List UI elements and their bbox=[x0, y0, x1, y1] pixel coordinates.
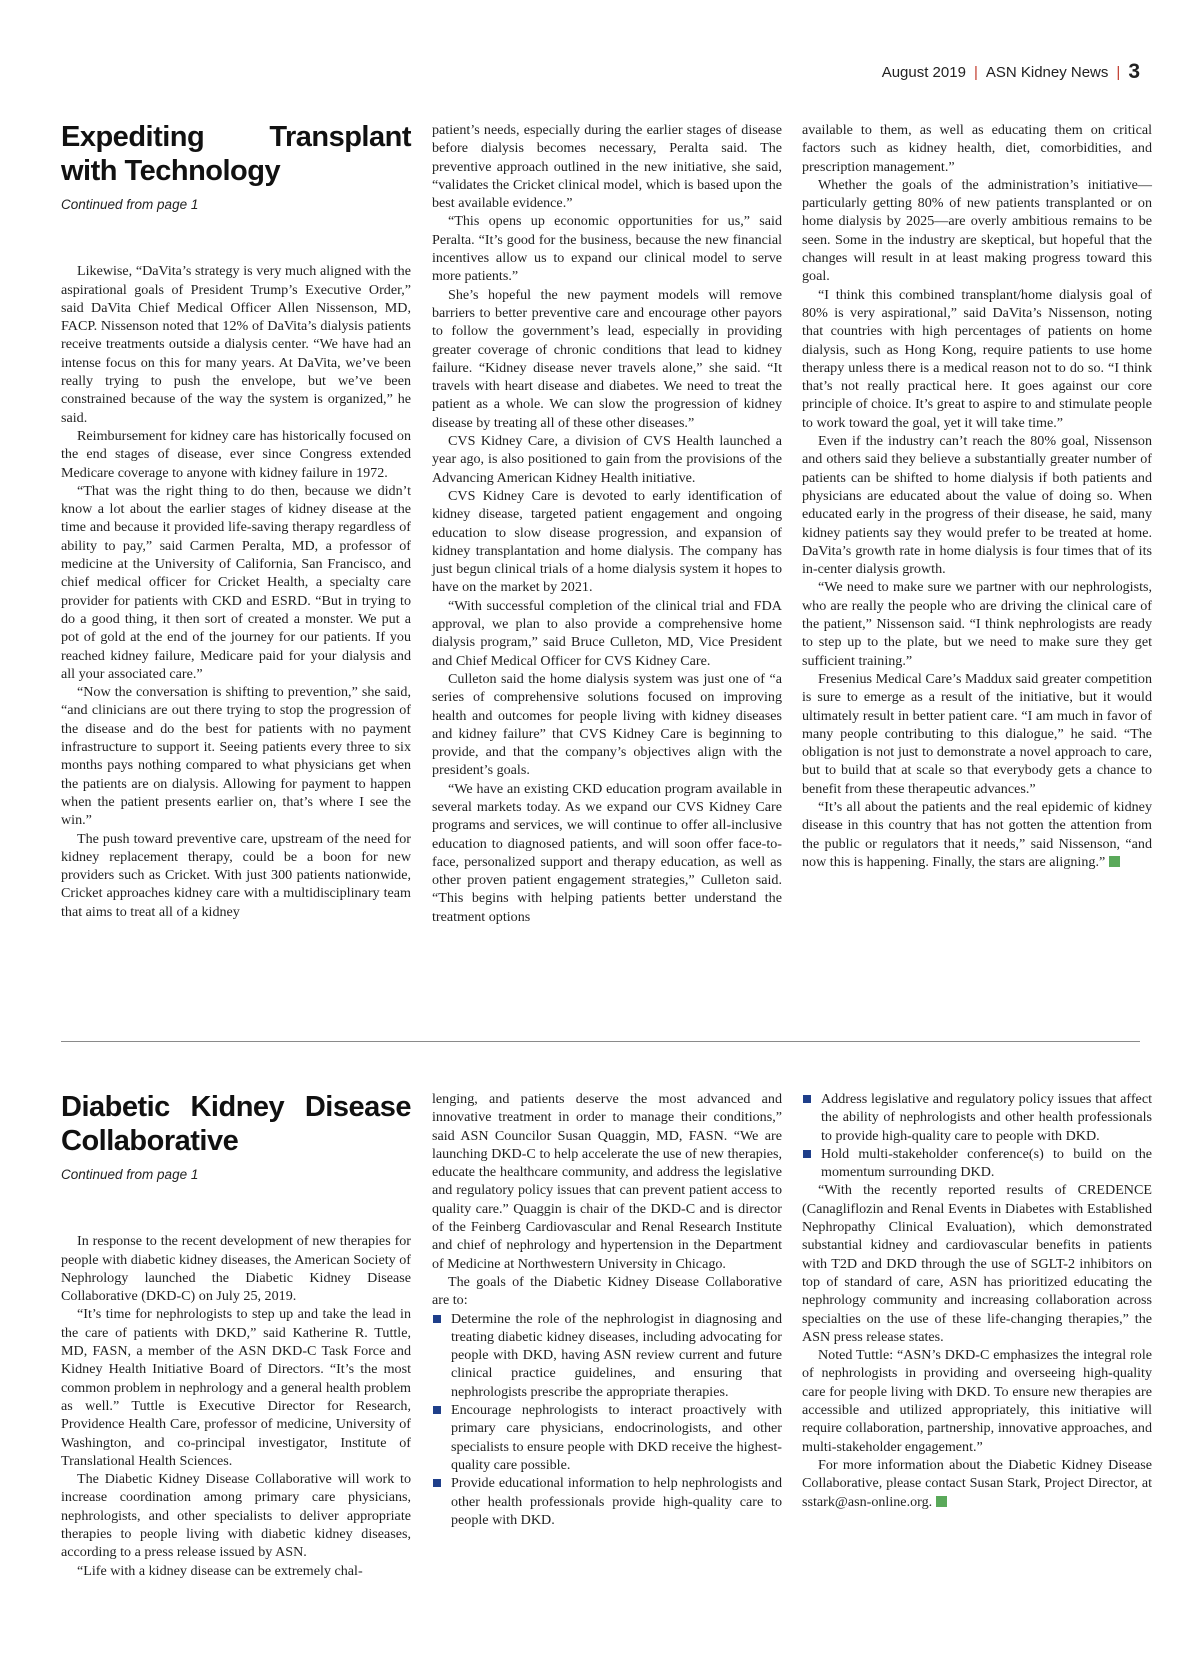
article2-continued-note: Continued from page 1 bbox=[61, 1167, 199, 1182]
goal-list-item: Hold multi-stakeholder conference(s) to build on the momentum surrounding DKD. bbox=[802, 1145, 1152, 1182]
article1-paragraph: “Now the conversation is shifting to prevention,” she said, “and clinicians are out there trying to stop the progression of the disease and do the best for patients with no payment infrastructure to support it. Seeing patients every three to six months pays nothing compared to what physicians get when the patients are on dialysis. Allowing for payment to happen when the patient presents earlier on, that’s where I see the win.” bbox=[61, 684, 411, 829]
article1-title: Expediting Transplant with Technology bbox=[61, 121, 411, 187]
article2-paragraph: The goals of the Diabetic Kidney Disease Collaborative are to: bbox=[432, 1273, 782, 1309]
article1-paragraph: The push toward preventive care, upstream of the need for kidney replacement therapy, could be a boon for new providers such as Cricket. With just 300 patients nationwide, Cricket approaches kidney care with a multidisciplinary team that aims to treat all of a kidney bbox=[61, 830, 411, 920]
article2-paragraph: “With the recently reported results of CREDENCE (Canagliflozin and Renal Events in Diabetes with Established Nephropathy Clinical Evaluation), which demonstrated substantial kidney and cardiovascular benefits in patients with T2D and DKD through the use of SGLT-2 inhibitors on top of standard of care, ASN has prioritized educating the nephrology community and increasing collaboration across specialties on the use of these life-changing therapies,” the ASN press release states. bbox=[802, 1182, 1152, 1345]
article1-paragraph: “It’s all about the patients and the real epidemic of kidney disease in this country that has not gotten the attention from the public or regulators that it needs,” said Nissenson, “and now this is happening. Finally, the stars are aligning.” bbox=[802, 798, 1152, 870]
article2-paragraph: “It’s time for nephrologists to step up and take the lead in the care of patients with DKD,” said Katherine R. Tuttle, MD, FASN, a member of the ASN DKD-C Task Force and Kidney Health Initiative Board of Directors. “It’s the most common problem in nephrology and a general health problem as well.” Tuttle is Executive Director for Research, Providence Health Care, professor of medicine, University of Washington, and co-principal investigator, Institute of Translational Health Sciences. bbox=[61, 1306, 411, 1469]
end-of-article-mark bbox=[936, 1496, 947, 1507]
article1-paragraph: Even if the industry can’t reach the 80% goal, Nissenson and others said they believe a substantially greater number of patients can be shifted to home dialysis if both patients and physicians are educated about the value of doing so. When educated early in the progress of their disease, he said, many kidney patients say they would prefer to be treated at home. DaVita’s growth rate in home dialysis is four times that of its in-center dialysis growth. bbox=[802, 433, 1152, 578]
goal-list-item: Determine the role of the nephrologist in diagnosing and treating diabetic kidney diseases, including advocating for people with DKD, having ASN review current and future clinical practice guidelines, and ensuring that nephrologists prescribe the appropriate therapies. bbox=[432, 1310, 782, 1401]
article1-paragraph: CVS Kidney Care, a division of CVS Health launched a year ago, is also positioned to gain from the provisions of the Advancing American Kidney Health initiative. bbox=[432, 433, 782, 486]
article2-paragraph: In response to the recent development of new therapies for people with diabetic kidney diseases, the American Society of Nephrology launched the Diabetic Kidney Disease Collaborative (DKD-C) on July 25, 2019. bbox=[61, 1233, 411, 1305]
goals-list-continued bbox=[802, 1090, 1152, 1181]
article1-continued-note: Continued from page 1 bbox=[61, 197, 199, 212]
goal-list-item: Encourage nephrologists to interact proactively with primary care physicians, endocrinologists, and other specialists to ensure people with DKD receive the highest-quality care possible. bbox=[432, 1401, 782, 1474]
article1-column-3 bbox=[802, 121, 1152, 871]
article2-column-3 bbox=[802, 1090, 1152, 1511]
article1-paragraph: Whether the goals of the administration’s initiative—particularly getting 80% of new patients transplanted or on home dialysis by 2025—are overly ambitious remains to be seen. Some in the industry are skeptical, but hopeful that the changes will result in at least making progress toward this goal. bbox=[802, 176, 1152, 285]
goals-list bbox=[432, 1310, 782, 1530]
article1-paragraph: available to them, as well as educating them on critical factors such as kidney health, diet, comorbidities, and prescription management.” bbox=[802, 122, 1152, 175]
article1-column-2 bbox=[432, 121, 782, 926]
article1-paragraph: Fresenius Medical Care’s Maddux said greater competition is sure to emerge as a result of the initiative, but it would ultimately result in better patient care. “I am much in favor of many people contributing to this dialogue,” he said. “The obligation is not just to demonstrate a novel approach to care, but to build that at scale so that everybody gets a chance to benefit from these therapeutic advances.” bbox=[802, 670, 1152, 797]
article2-paragraph: The Diabetic Kidney Disease Collaborative will work to increase coordination among primary care physicians, nephrologists, and other specialists to deliver appropriate therapies to people living with diabetic kidney diseases, according to a press release issued by ASN. bbox=[61, 1471, 411, 1561]
article1-paragraph: “I think this combined transplant/home dialysis goal of 80% is very aspirational,” said DaVita’s Nissenson, noting that countries with high percentages of patients on home dialysis, such as Hong Kong, require patients to use home therapy unless there is a medical reason not to do so. “I think that’s not really practical here. It goes against our core principle of choice. It’s great to aspire to and stimulate people to work toward the goal, yet it will take time.” bbox=[802, 286, 1152, 431]
article1-paragraph: Reimbursement for kidney care has historically focused on the end stages of disease, ever since Congress extended Medicare coverage to anyone with kidney failure in 1972. bbox=[61, 427, 411, 481]
end-of-article-mark bbox=[1109, 856, 1120, 867]
article-divider bbox=[61, 1041, 1140, 1042]
article1-paragraph: patient’s needs, especially during the earlier stages of disease before dialysis becomes necessary, Peralta said. The preventive approach outlined in the new initiative, she said, “validates the Cricket clinical model, which is based upon the best available evidence.” bbox=[432, 122, 782, 212]
article2-column-2 bbox=[432, 1090, 782, 1529]
article1-paragraph: CVS Kidney Care is devoted to early identification of kidney disease, targeted patient engagement and ongoing education to slow disease progression, and expansion of kidney transplantation and home dialysis. The company has just begun clinical trials of a home dialysis system it hopes to have on the market by 2021. bbox=[432, 487, 782, 596]
article1-paragraph: “That was the right thing to do then, because we didn’t know a lot about the earlier stages of kidney disease at the time and because it provided life-saving therapy regardless of ability to pay,” said Carmen Peralta, MD, a professor of medicine at the University of California, San Francisco, and chief medical officer for Cricket Health, a specialty care provider for patients with CKD and ESRD. “But in trying to do a good thing, it then sort of created a monster. We put a pot of gold at the end of the journey for our patients. If you reached kidney failure, Medicare paid for your dialysis and all your associated care.” bbox=[61, 482, 411, 682]
article1-paragraph: “With successful completion of the clinical trial and FDA approval, we plan to also provide a comprehensive home dialysis program,” said Bruce Culleton, MD, Vice President and Chief Medical Officer for CVS Kidney Care. bbox=[432, 597, 782, 669]
page-number: 3 bbox=[1128, 60, 1140, 83]
article1-paragraph: “We need to make sure we partner with our nephrologists, who are really the people who are driving the clinical care of the patient,” Nissenson said. “I think nephrologists are ready to step up to the plate, but we need to make sure they get sufficient training.” bbox=[802, 579, 1152, 669]
header-separator: | bbox=[973, 63, 978, 81]
goal-list-item: Address legislative and regulatory policy issues that affect the ability of nephrologists and other health professionals to provide high-quality care to people with DKD. bbox=[802, 1090, 1152, 1145]
article1-paragraph: “This opens up economic opportunities for us,” said Peralta. “It’s good for the business, because the new financial incentives allow us to expand our clinical model to serve more patients.” bbox=[432, 213, 782, 285]
article2-title: Diabetic Kidney Disease Collaborative bbox=[61, 1091, 411, 1157]
article2-paragraph: “Life with a kidney disease can be extremely chal- bbox=[77, 1562, 363, 1579]
article1-paragraph: Likewise, “DaVita’s strategy is very much aligned with the aspirational goals of President Trump’s Executive Order,” said DaVita Chief Medical Officer Allen Nissenson, MD, FACP. Nissenson noted that 12% of DaVita’s dialysis patients receive treatments outside a dialysis center. “We have had an intense focus on this for many years. At DaVita, we’ve been really trying to push the envelope, but we’ve been constrained because of the way the system is organized,” he said. bbox=[61, 263, 411, 426]
publication-name: ASN Kidney News bbox=[985, 63, 1109, 81]
goal-list-item: Provide educational information to help nephrologists and other health professionals provide high-quality care to people with DKD. bbox=[432, 1474, 782, 1529]
article1-paragraph: She’s hopeful the new payment models will remove barriers to better preventive care and encourage other payors to follow the government’s lead, especially in providing greater coverage of chronic conditions that lead to kidney failure. “Kidney disease never travels alone,” she said. “It travels with heart disease and diabetes. We need to treat the patient as a whole. We can slow the progression of kidney disease by treating all of these other diseases.” bbox=[432, 286, 782, 431]
article1-column-1 bbox=[61, 120, 411, 921]
article1-paragraph: Culleton said the home dialysis system was just one of “a series of comprehensive solutions focused on improving health and outcomes for people living with kidney diseases and kidney failure” that CVS Kidney Care is beginning to provide, and that the company’s objectives align with the president’s goals. bbox=[432, 670, 782, 779]
issue-date: August 2019 bbox=[881, 63, 966, 81]
page-header bbox=[882, 60, 1140, 84]
article1-paragraph: “We have an existing CKD education program available in several markets today. As we expand our CVS Kidney Care programs and services, we will continue to offer all-inclusive education to diagnosed patients, and will soon offer face-to-face, personalized support and therapy education, as well as other proven patient engagement strategies,” Culleton said. “This begins with helping patients better understand the treatment options bbox=[432, 780, 782, 925]
header-separator: | bbox=[1116, 63, 1121, 81]
article2-paragraph: For more information about the Diabetic Kidney Disease Collaborative, please contact Susan Stark, Project Director, at sstark@asn-online.org. bbox=[802, 1456, 1152, 1510]
article2-paragraph: lenging, and patients deserve the most advanced and innovative treatment in order to manage their conditions,” said ASN Councilor Susan Quaggin, MD, FASN. “We are launching DKD-C to help accelerate the use of new therapies, educate the healthcare community, and address the legislative and regulatory policy issues that can prevent patient access to quality care.” Quaggin is chair of the DKD-C and is director of the Feinberg Cardiovascular and Renal Research Institute and chief of nephrology and hypertension in the Department of Medicine at Northwestern University in Chicago. bbox=[432, 1091, 782, 1272]
article2-column-1 bbox=[61, 1090, 411, 1580]
article2-paragraph: Noted Tuttle: “ASN’s DKD-C emphasizes the integral role of nephrologists in providing and overseeing high-quality care for people living with DKD. To ensure new therapies are accessible and utilized appropriately, this initiative will require collaboration, partnership, innovative approaches, and multi-stakeholder engagement.” bbox=[802, 1347, 1152, 1455]
